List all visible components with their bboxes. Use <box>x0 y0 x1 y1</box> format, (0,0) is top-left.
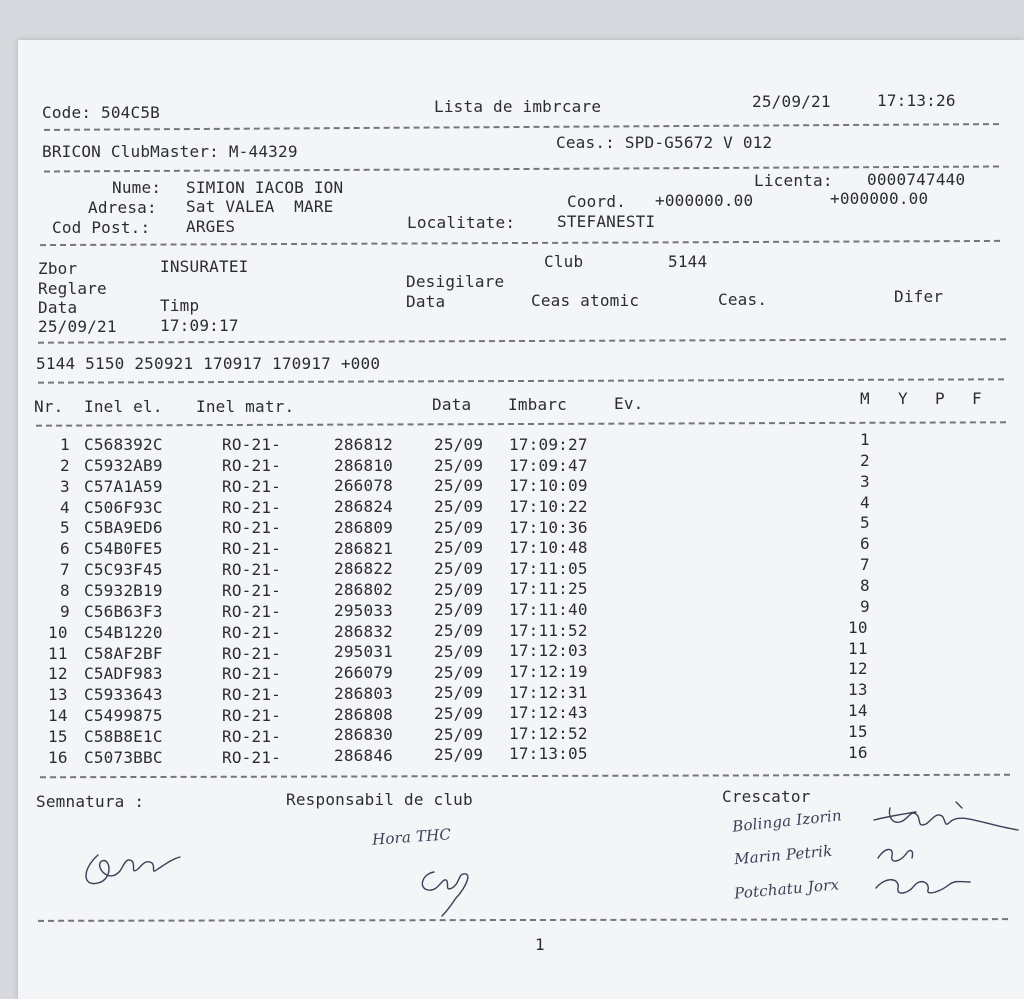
electronic-ring: C5073BBC <box>84 747 163 767</box>
electronic-ring: C5ADF983 <box>84 664 163 684</box>
ring-number: 286812 <box>334 435 393 454</box>
ring-number: 286821 <box>334 538 393 558</box>
ring-prefix: RO-21- <box>222 518 281 538</box>
signature-label: Semnatura : <box>36 792 145 811</box>
desigilare-data-label: Data <box>406 292 446 311</box>
electronic-ring: C58B8E1C <box>84 726 163 746</box>
device-label: BRICON ClubMaster: M-44329 <box>42 142 298 161</box>
reglare-timp-label: Timp <box>160 296 200 315</box>
row-number: 2 <box>60 455 70 475</box>
electronic-ring: C54B0FE5 <box>84 539 163 559</box>
coord-x: +000000.00 <box>655 191 754 210</box>
crescator-label: Crescator <box>722 787 811 806</box>
ring-prefix: RO-21- <box>222 539 281 559</box>
imbarc-time: 17:11:52 <box>509 620 588 640</box>
imbarc-time: 17:10:22 <box>509 496 588 516</box>
imbarc-time: 17:10:36 <box>509 517 588 537</box>
electronic-ring: C5932B19 <box>84 580 163 600</box>
imbarc-time: 17:11:40 <box>509 600 588 620</box>
m-value: 8 <box>860 575 870 595</box>
row-number: 7 <box>60 560 70 580</box>
address-label: Adresa: <box>88 198 157 217</box>
imbarc-date: 25/09 <box>434 662 484 682</box>
electronic-ring: C58AF2BF <box>84 643 163 663</box>
electronic-ring: C5933643 <box>84 685 163 705</box>
m-value: 16 <box>848 742 868 762</box>
m-value: 15 <box>848 721 868 741</box>
postal-label: Cod Post.: <box>52 218 151 237</box>
imbarc-time: 17:12:43 <box>509 703 588 723</box>
col-f: F <box>972 389 982 408</box>
licence-label: Licenta: <box>754 171 833 190</box>
owner-name: SIMION IACOB ION <box>186 178 344 197</box>
row-number: 1 <box>60 435 70 454</box>
imbarc-time: 17:11:25 <box>509 579 588 599</box>
col-y: Y <box>898 389 908 408</box>
ring-prefix: RO-21- <box>222 455 281 475</box>
imbarc-date: 25/09 <box>434 683 484 703</box>
handwritten-crescator-2: Marin Petrik <box>733 841 834 869</box>
ring-number: 286808 <box>334 704 393 724</box>
ring-prefix: RO-21- <box>222 685 281 705</box>
licence-number: 0000747440 <box>867 170 966 189</box>
ring-prefix: RO-21- <box>222 706 281 726</box>
coord-label: Coord. <box>567 192 626 211</box>
m-value: 1 <box>860 430 870 449</box>
electronic-ring: C56B63F3 <box>84 601 163 621</box>
ring-number: 295031 <box>334 642 393 662</box>
imbarc-time: 17:12:19 <box>509 661 588 681</box>
imbarc-time: 17:10:48 <box>509 538 588 558</box>
reglare-data-label: Data <box>38 298 78 317</box>
sync-line: 5144 5150 250921 170917 170917 +000 <box>36 354 381 373</box>
ceas-label: Ceas. <box>718 290 768 309</box>
ring-number: 286830 <box>334 725 393 745</box>
imbarc-date: 25/09 <box>434 476 484 496</box>
m-value: 14 <box>848 701 868 721</box>
m-value: 9 <box>860 596 870 616</box>
row-number: 5 <box>60 518 70 538</box>
clock-label: Ceas.: SPD-G5672 V 012 <box>556 133 773 152</box>
code-label: Code: 504C5B <box>42 103 160 122</box>
owner-postal: ARGES <box>186 217 236 236</box>
document-title: Lista de imbrcare <box>434 97 602 116</box>
ring-number: 286803 <box>334 683 393 703</box>
locality-value: STEFANESTI <box>557 212 656 231</box>
ring-number: 286810 <box>334 455 393 475</box>
row-number: 3 <box>60 476 70 496</box>
m-value: 3 <box>860 471 870 491</box>
imbarc-date: 25/09 <box>434 621 484 641</box>
imbarc-time: 17:09:47 <box>509 455 588 475</box>
ring-prefix: RO-21- <box>222 580 281 600</box>
imbarc-time: 17:11:05 <box>509 558 588 578</box>
ring-number: 295033 <box>334 600 393 620</box>
header-time: 17:13:26 <box>877 91 956 110</box>
imbarc-time: 17:12:52 <box>509 723 588 743</box>
m-value: 12 <box>848 659 868 679</box>
col-p: P <box>935 389 945 408</box>
imbarc-date: 25/09 <box>434 559 484 579</box>
reglare-time: 17:09:17 <box>160 316 239 335</box>
imbarc-date: 25/09 <box>434 703 484 723</box>
electronic-ring: C5932AB9 <box>84 455 163 475</box>
row-number: 15 <box>48 726 68 746</box>
ring-prefix: RO-21- <box>222 476 281 496</box>
ring-prefix: RO-21- <box>222 560 281 580</box>
col-nr: Nr. <box>34 397 64 416</box>
row-number: 10 <box>48 622 68 642</box>
ring-prefix: RO-21- <box>222 664 281 684</box>
ring-number: 266079 <box>334 663 393 683</box>
m-value: 10 <box>848 617 868 637</box>
reglare-label: Reglare <box>38 279 107 298</box>
imbarc-date: 25/09 <box>434 455 484 475</box>
page-number: 1 <box>535 935 545 954</box>
row-number: 8 <box>60 580 70 600</box>
ring-number: 286802 <box>334 580 393 600</box>
electronic-ring: C506F93C <box>84 497 163 517</box>
handwritten-signature <box>80 835 190 899</box>
row-number: 14 <box>48 706 68 726</box>
col-inel-el: Inel el. <box>84 397 163 416</box>
ring-number: 286832 <box>334 621 393 641</box>
imbarc-date: 25/09 <box>434 538 484 558</box>
reglare-date: 25/09/21 <box>38 317 117 336</box>
imbarc-time: 17:10:09 <box>509 476 588 496</box>
row-number: 16 <box>48 747 68 767</box>
ceas-atomic-label: Ceas atomic <box>531 291 640 310</box>
imbarc-date: 25/09 <box>434 745 484 765</box>
m-value: 11 <box>848 638 868 658</box>
electronic-ring: C57A1A59 <box>84 476 163 496</box>
ring-number: 286822 <box>334 559 393 579</box>
col-ev: Ev. <box>614 394 644 413</box>
imbarc-date: 25/09 <box>434 600 484 620</box>
name-label: Nume: <box>112 178 162 197</box>
ring-prefix: RO-21- <box>222 643 281 663</box>
ring-number: 286846 <box>334 746 393 766</box>
m-value: 2 <box>860 450 870 470</box>
imbarc-date: 25/09 <box>434 724 484 744</box>
difer-label: Difer <box>894 287 944 306</box>
imbarc-date: 25/09 <box>434 579 484 599</box>
imbarc-date: 25/09 <box>434 497 484 517</box>
imbarc-time: 17:12:31 <box>509 682 588 702</box>
ring-prefix: RO-21- <box>222 601 281 621</box>
responsabil-label: Responsabil de club <box>286 790 473 809</box>
electronic-ring: C5C93F45 <box>84 560 163 580</box>
electronic-ring: C54B1220 <box>84 622 163 642</box>
desigilare-label: Desigilare <box>406 272 505 291</box>
row-number: 9 <box>60 601 70 621</box>
handwritten-crescator-3: Potchatu Jorx <box>733 875 840 903</box>
col-data: Data <box>432 395 472 414</box>
imbarc-time: 17:13:05 <box>509 744 588 764</box>
owner-address: Sat VALEA MARE <box>186 197 334 216</box>
imbarc-date: 25/09 <box>434 641 484 661</box>
ring-number: 286809 <box>334 517 393 537</box>
col-inel-matr: Inel matr. <box>196 397 295 416</box>
row-number: 11 <box>48 643 68 663</box>
m-value: 13 <box>848 680 868 700</box>
m-value: 7 <box>860 555 870 575</box>
imbarc-time: 17:09:27 <box>509 435 588 454</box>
ring-number: 266078 <box>334 476 393 496</box>
row-number: 13 <box>48 685 68 705</box>
zbor-value: INSURATEI <box>160 257 249 276</box>
row-number: 12 <box>48 664 68 684</box>
coord-y: +000000.00 <box>830 189 929 208</box>
club-value: 5144 <box>668 252 708 271</box>
zbor-label: Zbor <box>38 259 78 278</box>
imbarc-date: 25/09 <box>434 517 484 537</box>
ring-prefix: RO-21- <box>222 726 281 746</box>
ring-number: 286824 <box>334 497 393 517</box>
handwritten-crescator-1: Bolinga Izorin <box>731 806 843 836</box>
m-value: 4 <box>860 492 870 512</box>
ring-prefix: RO-21- <box>222 622 281 642</box>
ring-prefix: RO-21- <box>222 497 281 517</box>
club-label: Club <box>544 252 584 271</box>
electronic-ring: C5BA9ED6 <box>84 518 163 538</box>
m-value: 6 <box>860 534 870 554</box>
responsabil-signature <box>412 858 482 922</box>
electronic-ring: C568392C <box>84 435 163 454</box>
col-imbarc: Imbarc <box>508 395 567 414</box>
row-number: 4 <box>60 497 70 517</box>
col-m: M <box>860 389 870 408</box>
m-value: 5 <box>860 513 870 533</box>
electronic-ring: C5499875 <box>84 706 163 726</box>
row-number: 6 <box>60 539 70 559</box>
header-date: 25/09/21 <box>752 92 831 111</box>
imbarc-date: 25/09 <box>434 435 484 454</box>
imbarc-time: 17:12:03 <box>509 641 588 661</box>
ring-prefix: RO-21- <box>222 435 281 454</box>
locality-label: Localitate: <box>407 213 516 232</box>
crescator-signatures <box>870 798 1020 912</box>
ring-prefix: RO-21- <box>222 747 281 767</box>
handwritten-responsabil: Hora THC <box>371 825 452 849</box>
